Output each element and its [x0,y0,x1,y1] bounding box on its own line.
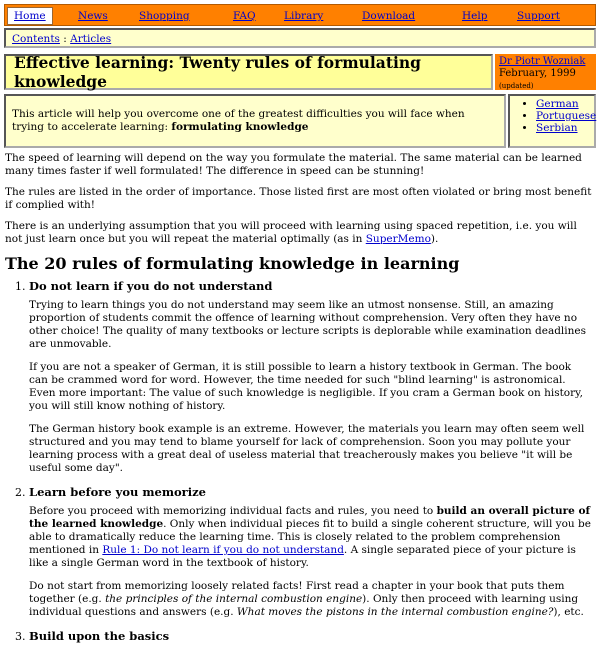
publish-date: February, 1999 [499,68,576,79]
language-portuguese-link[interactable]: Portuguese [536,110,597,122]
r2p2-text-c: ), etc. [553,606,584,618]
breadcrumb-articles-link[interactable]: Articles [70,33,112,45]
nav-help-link[interactable]: Help [462,10,488,22]
nav-home-link[interactable]: Home [7,7,53,25]
language-serbian-link[interactable]: Serbian [536,122,578,134]
intro-bold: formulating knowledge [171,121,309,133]
p3-text-a: There is an underlying assumption that you will proceed with learning using spaced repetition, i.e. you will not just learn once but you will repeat the material optimally (as in [5,220,577,245]
breadcrumb-separator: : [59,33,71,45]
language-box [508,94,596,148]
body-paragraph-1: The speed of learning will depend on the way you formulate the material. The same material can be learned many times faster if well formulated! The difference in speed can be stunning! [5,152,582,177]
rule-1-paragraph-2: If you are not a speaker of German, it is still possible to learn a history textbook in German. The book can be crammed word for word. However, the time needed for such "blind learning" is astronomical. Even more important: The value of such knowledge is negligible. If you cram a German book on history, you will still know nothing of history. [29,361,584,412]
p3-text-b: ). [430,233,439,245]
r2p2-text-a: Do not start from memorizing loosely related facts! First read a chapter in your book that puts them together (e.g. [29,580,565,605]
nav-shopping-link[interactable]: Shopping [139,10,190,22]
intro-box [4,94,506,148]
author-box [495,54,596,90]
r2p1-bold: build an overall picture of the learned knowledge [29,505,590,530]
rule-2-paragraph-1 [29,505,593,570]
rule-1-title: 1. Do not learn if you do not understand [29,279,273,293]
rule-1-link[interactable]: Rule 1: Do not learn if you do not understand [102,544,344,556]
nav-download-link[interactable]: Download [362,10,416,22]
rule-3-title: 3. Build upon the basics [29,629,170,643]
r2p1-text-a: Before you proceed with memorizing individual facts and rules, you need to [29,505,437,517]
nav-library-link[interactable]: Library [284,10,324,22]
r2p2-italic-2: What moves the pistons in the internal combustion engine? [236,606,554,618]
r2p2-italic-1: the principles of the internal combustion engine [105,593,363,605]
body-paragraph-2: The rules are listed in the order of importance. Those listed first are most often violated or bring most benefit if complied with! [5,186,592,211]
supermemo-link[interactable]: SuperMemo [365,233,431,245]
author-link[interactable]: Dr Piotr Wozniak [499,56,586,67]
article-body [5,152,593,649]
top-nav-bar [4,4,596,26]
language-item [536,110,597,122]
nav-support-link[interactable]: Support [517,10,560,22]
rules-heading: The 20 rules of formulating knowledge in learning [5,254,460,273]
intro-text [12,108,498,134]
language-item [536,98,590,110]
rule-item-2 [29,485,593,619]
language-list [514,98,597,134]
page-title: Effective learning: Twenty rules of formulating knowledge [14,53,421,91]
body-paragraph-3 [5,220,593,246]
updated-note: (updated) [499,82,534,90]
rule-item-1 [29,279,593,475]
title-box [4,54,493,90]
rule-item-3 [29,629,593,643]
breadcrumb-contents-link[interactable]: Contents [12,33,60,45]
r2p1-text-b: . Only when individual pieces fit to build a single coherent structure, will you be able to dramatically reduce the learning time. This is closely related to the problem comprehension mentioned in [29,518,591,556]
rule-1-paragraph-1: Trying to learn things you do not understand may seem like an utmost nonsense. Still, an amazing proportion of students commit the offence of learning without comprehension. Very often they have no other choice! The quality of many textbooks or lecture scripts is deplorable while examination deadlines are unmovable. [29,299,587,350]
breadcrumb [4,28,596,48]
r2p2-text-b: ). Only then proceed with learning using individual questions and answers (e.g. [29,593,579,618]
language-german-link[interactable]: German [536,98,579,110]
nav-news-link[interactable]: News [78,10,108,22]
nav-faq-link[interactable]: FAQ [233,10,256,22]
rule-1-paragraph-3: The German history book example is an extreme. However, the materials you learn may often seem well structured and you may tend to blame yourself for lack of comprehension. Soon you may pollute your learning process with a great deal of useless material that treacherously makes you believe "it will be useful some day". [29,423,585,474]
intro-sentence: This article will help you overcome one of the greatest difficulties you will face when trying to accelerate learning: [12,108,465,133]
rule-2-title: 2. Learn before you memorize [29,485,206,499]
rules-list [5,279,593,643]
r2p1-text-c: . A single separated piece of your picture is like a single German word in the textbook of history. [29,544,576,569]
language-item [536,122,590,134]
